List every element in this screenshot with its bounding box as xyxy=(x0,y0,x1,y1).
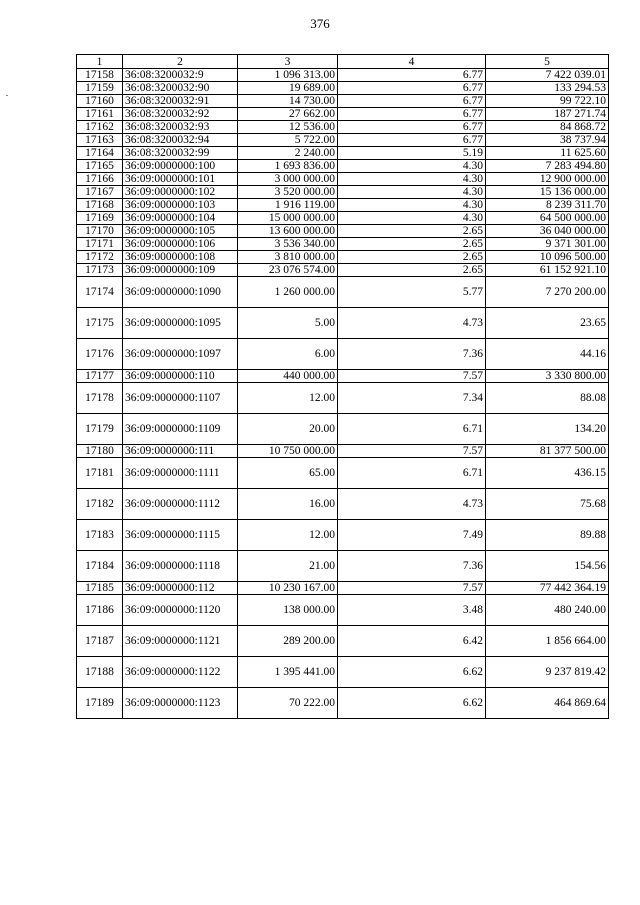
cadastral-number-cell: 36:08:3200032:99 xyxy=(123,147,238,160)
table-row xyxy=(77,370,609,383)
table-row xyxy=(77,82,609,95)
amount-cell: 133 294.53 xyxy=(486,82,609,95)
rate-cell: 7.36 xyxy=(338,551,486,582)
value-cell: 3 000 000.00 xyxy=(238,173,338,186)
cadastral-number-cell: 36:09:0000000:1112 xyxy=(123,489,238,520)
cadastral-number-cell: 36:08:3200032:90 xyxy=(123,82,238,95)
row-number-cell: 17159 xyxy=(77,82,123,95)
value-cell: 440 000.00 xyxy=(238,370,338,383)
column-header-2: 2 xyxy=(123,55,238,69)
row-number-cell: 17189 xyxy=(77,688,123,719)
amount-cell: 81 377 500.00 xyxy=(486,445,609,458)
row-number-cell: 17164 xyxy=(77,147,123,160)
rate-cell: 7.36 xyxy=(338,339,486,370)
table-row xyxy=(77,199,609,212)
value-cell: 138 000.00 xyxy=(238,595,338,626)
value-cell: 13 600 000.00 xyxy=(238,225,338,238)
amount-cell: 38 737.94 xyxy=(486,134,609,147)
value-cell: 70 222.00 xyxy=(238,688,338,719)
amount-cell: 10 096 500.00 xyxy=(486,251,609,264)
cadastral-number-cell: 36:09:0000000:109 xyxy=(123,264,238,277)
cadastral-number-cell: 36:09:0000000:110 xyxy=(123,370,238,383)
value-cell: 2 240.00 xyxy=(238,147,338,160)
rate-cell: 6.77 xyxy=(338,121,486,134)
cadastral-number-cell: 36:09:0000000:1109 xyxy=(123,414,238,445)
amount-cell: 187 271.74 xyxy=(486,108,609,121)
cadastral-number-cell: 36:09:0000000:105 xyxy=(123,225,238,238)
value-cell: 27 662.00 xyxy=(238,108,338,121)
value-cell: 21.00 xyxy=(238,551,338,582)
cadastral-number-cell: 36:09:0000000:101 xyxy=(123,173,238,186)
table-row xyxy=(77,225,609,238)
rate-cell: 6.77 xyxy=(338,108,486,121)
cadastral-number-cell: 36:08:3200032:9 xyxy=(123,69,238,82)
table-row xyxy=(77,308,609,339)
amount-cell: 64 500 000.00 xyxy=(486,212,609,225)
amount-cell: 44.16 xyxy=(486,339,609,370)
value-cell: 3 520 000.00 xyxy=(238,186,338,199)
rate-cell: 6.62 xyxy=(338,657,486,688)
value-cell: 1 693 836.00 xyxy=(238,160,338,173)
table-row xyxy=(77,458,609,489)
row-number-cell: 17179 xyxy=(77,414,123,445)
cadastral-number-cell: 36:09:0000000:103 xyxy=(123,199,238,212)
table-row xyxy=(77,134,609,147)
cadastral-number-cell: 36:09:0000000:1122 xyxy=(123,657,238,688)
amount-cell: 88.08 xyxy=(486,383,609,414)
value-cell: 5 722.00 xyxy=(238,134,338,147)
cadastral-number-cell: 36:09:0000000:112 xyxy=(123,582,238,595)
cadastral-number-cell: 36:09:0000000:1107 xyxy=(123,383,238,414)
cadastral-number-cell: 36:09:0000000:111 xyxy=(123,445,238,458)
table-row xyxy=(77,186,609,199)
value-cell: 23 076 574.00 xyxy=(238,264,338,277)
row-number-cell: 17176 xyxy=(77,339,123,370)
table-row xyxy=(77,339,609,370)
cadastral-number-cell: 36:08:3200032:92 xyxy=(123,108,238,121)
rate-cell: 7.57 xyxy=(338,370,486,383)
value-cell: 3 536 340.00 xyxy=(238,238,338,251)
table-row xyxy=(77,264,609,277)
page-number: 376 xyxy=(310,16,330,31)
rate-cell: 4.73 xyxy=(338,489,486,520)
row-number-cell: 17170 xyxy=(77,225,123,238)
table-row xyxy=(77,95,609,108)
value-cell: 65.00 xyxy=(238,458,338,489)
cadastral-number-cell: 36:09:0000000:1118 xyxy=(123,551,238,582)
rate-cell: 2.65 xyxy=(338,251,486,264)
row-number-cell: 17177 xyxy=(77,370,123,383)
cadastral-number-cell: 36:09:0000000:108 xyxy=(123,251,238,264)
rate-cell: 4.30 xyxy=(338,199,486,212)
row-number-cell: 17183 xyxy=(77,520,123,551)
amount-cell: 480 240.00 xyxy=(486,595,609,626)
amount-cell: 36 040 000.00 xyxy=(486,225,609,238)
table-row xyxy=(77,121,609,134)
amount-cell: 11 625.60 xyxy=(486,147,609,160)
value-cell: 289 200.00 xyxy=(238,626,338,657)
amount-cell: 7 422 039.01 xyxy=(486,69,609,82)
column-header-1: 1 xyxy=(77,55,123,69)
table-row xyxy=(77,626,609,657)
row-number-cell: 17186 xyxy=(77,595,123,626)
amount-cell: 7 270 200.00 xyxy=(486,277,609,308)
rate-cell: 4.30 xyxy=(338,212,486,225)
value-cell: 10 750 000.00 xyxy=(238,445,338,458)
column-header-4: 4 xyxy=(338,55,486,69)
row-number-cell: 17163 xyxy=(77,134,123,147)
rate-cell: 7.57 xyxy=(338,445,486,458)
cadastral-number-cell: 36:09:0000000:102 xyxy=(123,186,238,199)
rate-cell: 2.65 xyxy=(338,225,486,238)
table-row xyxy=(77,212,609,225)
table-row xyxy=(77,520,609,551)
value-cell: 1 260 000.00 xyxy=(238,277,338,308)
row-number-cell: 17185 xyxy=(77,582,123,595)
rate-cell: 6.71 xyxy=(338,458,486,489)
value-cell: 3 810 000.00 xyxy=(238,251,338,264)
table-row xyxy=(77,147,609,160)
value-cell: 12 536.00 xyxy=(238,121,338,134)
row-number-cell: 17175 xyxy=(77,308,123,339)
table-row xyxy=(77,173,609,186)
cadastral-number-cell: 36:09:0000000:1123 xyxy=(123,688,238,719)
row-number-cell: 17173 xyxy=(77,264,123,277)
value-cell: 10 230 167.00 xyxy=(238,582,338,595)
amount-cell: 464 869.64 xyxy=(486,688,609,719)
cadastral-number-cell: 36:09:0000000:1095 xyxy=(123,308,238,339)
row-number-cell: 17166 xyxy=(77,173,123,186)
row-number-cell: 17180 xyxy=(77,445,123,458)
amount-cell: 9 371 301.00 xyxy=(486,238,609,251)
cadastral-number-cell: 36:09:0000000:1120 xyxy=(123,595,238,626)
rate-cell: 7.57 xyxy=(338,582,486,595)
rate-cell: 6.77 xyxy=(338,82,486,95)
row-number-cell: 17172 xyxy=(77,251,123,264)
row-number-cell: 17181 xyxy=(77,458,123,489)
margin-mark xyxy=(6,95,8,96)
rate-cell: 5.77 xyxy=(338,277,486,308)
row-number-cell: 17158 xyxy=(77,69,123,82)
row-number-cell: 17174 xyxy=(77,277,123,308)
row-number-cell: 17162 xyxy=(77,121,123,134)
table-row xyxy=(77,657,609,688)
table-row xyxy=(77,688,609,719)
amount-cell: 84 868.72 xyxy=(486,121,609,134)
header-row xyxy=(77,55,609,69)
value-cell: 14 730.00 xyxy=(238,95,338,108)
table-body xyxy=(77,69,609,719)
rate-cell: 6.77 xyxy=(338,95,486,108)
value-cell: 12.00 xyxy=(238,520,338,551)
rate-cell: 4.30 xyxy=(338,173,486,186)
amount-cell: 77 442 364.19 xyxy=(486,582,609,595)
rate-cell: 2.65 xyxy=(338,238,486,251)
cadastral-number-cell: 36:09:0000000:1097 xyxy=(123,339,238,370)
cadastral-number-cell: 36:09:0000000:104 xyxy=(123,212,238,225)
value-cell: 1 916 119.00 xyxy=(238,199,338,212)
amount-cell: 9 237 819.42 xyxy=(486,657,609,688)
value-cell: 12.00 xyxy=(238,383,338,414)
cadastral-number-cell: 36:08:3200032:91 xyxy=(123,95,238,108)
rate-cell: 6.62 xyxy=(338,688,486,719)
cadastral-number-cell: 36:08:3200032:94 xyxy=(123,134,238,147)
table-row xyxy=(77,277,609,308)
row-number-cell: 17160 xyxy=(77,95,123,108)
table-row xyxy=(77,414,609,445)
cadastral-number-cell: 36:09:0000000:1121 xyxy=(123,626,238,657)
table-row xyxy=(77,69,609,82)
table-row xyxy=(77,595,609,626)
rate-cell: 4.30 xyxy=(338,160,486,173)
rate-cell: 2.65 xyxy=(338,264,486,277)
rate-cell: 7.49 xyxy=(338,520,486,551)
rate-cell: 5.19 xyxy=(338,147,486,160)
value-cell: 5.00 xyxy=(238,308,338,339)
rate-cell: 7.34 xyxy=(338,383,486,414)
amount-cell: 1 856 664.00 xyxy=(486,626,609,657)
row-number-cell: 17167 xyxy=(77,186,123,199)
column-header-3: 3 xyxy=(238,55,338,69)
table-row xyxy=(77,108,609,121)
table-row xyxy=(77,582,609,595)
amount-cell: 7 283 494.80 xyxy=(486,160,609,173)
rate-cell: 6.71 xyxy=(338,414,486,445)
table-row xyxy=(77,251,609,264)
row-number-cell: 17161 xyxy=(77,108,123,121)
amount-cell: 3 330 800.00 xyxy=(486,370,609,383)
row-number-cell: 17169 xyxy=(77,212,123,225)
rate-cell: 4.73 xyxy=(338,308,486,339)
amount-cell: 61 152 921.10 xyxy=(486,264,609,277)
cadastral-number-cell: 36:08:3200032:93 xyxy=(123,121,238,134)
value-cell: 1 395 441.00 xyxy=(238,657,338,688)
amount-cell: 23.65 xyxy=(486,308,609,339)
cadastral-number-cell: 36:09:0000000:106 xyxy=(123,238,238,251)
data-table xyxy=(76,54,609,719)
row-number-cell: 17184 xyxy=(77,551,123,582)
rate-cell: 3.48 xyxy=(338,595,486,626)
row-number-cell: 17171 xyxy=(77,238,123,251)
rate-cell: 4.30 xyxy=(338,186,486,199)
row-number-cell: 17182 xyxy=(77,489,123,520)
amount-cell: 8 239 311.70 xyxy=(486,199,609,212)
table-row xyxy=(77,551,609,582)
cadastral-number-cell: 36:09:0000000:1115 xyxy=(123,520,238,551)
row-number-cell: 17168 xyxy=(77,199,123,212)
value-cell: 1 096 313.00 xyxy=(238,69,338,82)
row-number-cell: 17178 xyxy=(77,383,123,414)
table-row xyxy=(77,383,609,414)
rate-cell: 6.77 xyxy=(338,134,486,147)
table-row xyxy=(77,445,609,458)
table-row xyxy=(77,160,609,173)
value-cell: 19 689.00 xyxy=(238,82,338,95)
rate-cell: 6.77 xyxy=(338,69,486,82)
cadastral-number-cell: 36:09:0000000:1111 xyxy=(123,458,238,489)
amount-cell: 99 722.10 xyxy=(486,95,609,108)
rate-cell: 6.42 xyxy=(338,626,486,657)
amount-cell: 15 136 000.00 xyxy=(486,186,609,199)
row-number-cell: 17187 xyxy=(77,626,123,657)
cadastral-number-cell: 36:09:0000000:100 xyxy=(123,160,238,173)
amount-cell: 154.56 xyxy=(486,551,609,582)
value-cell: 16.00 xyxy=(238,489,338,520)
value-cell: 20.00 xyxy=(238,414,338,445)
amount-cell: 134.20 xyxy=(486,414,609,445)
row-number-cell: 17188 xyxy=(77,657,123,688)
amount-cell: 12 900 000.00 xyxy=(486,173,609,186)
amount-cell: 75.68 xyxy=(486,489,609,520)
table-row xyxy=(77,238,609,251)
value-cell: 15 000 000.00 xyxy=(238,212,338,225)
amount-cell: 89.88 xyxy=(486,520,609,551)
table-row xyxy=(77,489,609,520)
value-cell: 6.00 xyxy=(238,339,338,370)
row-number-cell: 17165 xyxy=(77,160,123,173)
amount-cell: 436.15 xyxy=(486,458,609,489)
cadastral-number-cell: 36:09:0000000:1090 xyxy=(123,277,238,308)
column-header-5: 5 xyxy=(486,55,609,69)
